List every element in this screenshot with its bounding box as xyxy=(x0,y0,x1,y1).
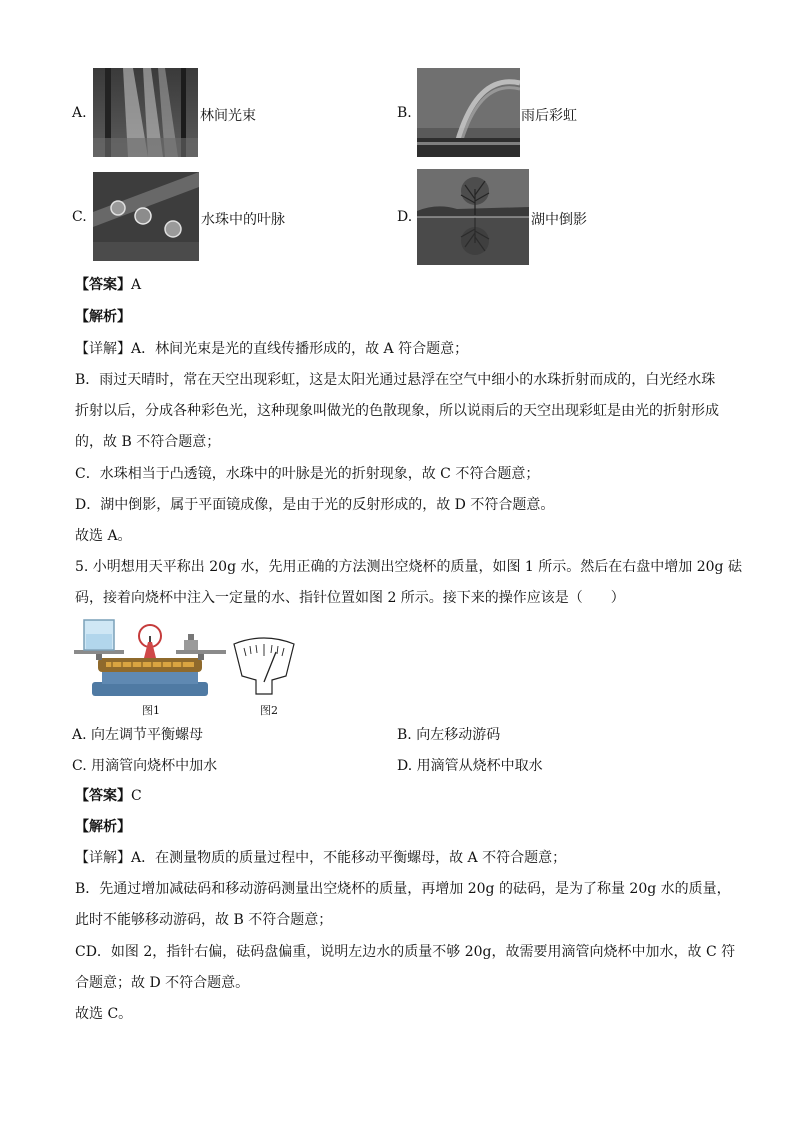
option-b-caption: 雨后彩虹 xyxy=(521,108,577,124)
option-a-caption: 林间光束 xyxy=(200,108,256,124)
option-d-letter: D. xyxy=(397,209,413,225)
rainbow-photo xyxy=(417,68,520,157)
q5-line-1: B．先通过增加减砝码和移动游码测量出空烧杯的质量，再增加 20g 的砝码，是为了称量 20g 水的质量， xyxy=(75,881,731,897)
q4-line-0: 【详解】A．林间光束是光的直线传播形成的，故 A 符合题意； xyxy=(75,341,469,357)
water-drop-leaf-photo xyxy=(93,172,199,261)
q5-option-d: D. 用滴管从烧杯中取水 xyxy=(397,758,543,774)
q4-line-2: 折射以后，分成各种彩色光，这种现象叫做光的色散现象，所以说雨后的天空出现彩虹是由光的折射形成 xyxy=(75,403,719,419)
option-b-letter: B. xyxy=(397,105,412,121)
balance-figure xyxy=(72,614,228,700)
q5-answer-label: 【答案】 xyxy=(75,788,131,804)
q5-analysis-label: 【解析】 xyxy=(75,819,131,835)
forest-light-photo xyxy=(93,68,198,157)
q5-answer xyxy=(75,786,725,806)
q5-line-4: 合题意；故 D 不符合题意。 xyxy=(75,975,250,991)
q5-line-5: 故选 C。 xyxy=(75,1006,133,1022)
q5-option-a: A. 向左调节平衡螺母 xyxy=(72,727,204,743)
pointer-scale-figure xyxy=(232,634,296,696)
q4-answer-value: A xyxy=(131,277,142,293)
q4-answer-label: 【答案】 xyxy=(75,277,131,293)
q4-answer xyxy=(75,275,725,295)
q5-option-c: C. 用滴管向烧杯中加水 xyxy=(72,758,218,774)
q5-line-2: 此时不能够移动游码，故 B 不符合题意； xyxy=(75,912,333,928)
q5-stem-0: 5. 小明想用天平称出 20g 水，先用正确的方法测出空烧杯的质量，如图 1 所示。然后在右盘中增加 20g 砝 xyxy=(75,559,742,575)
option-c-caption: 水珠中的叶脉 xyxy=(201,212,285,228)
fig2-label: 图2 xyxy=(260,704,278,717)
q4-line-4: C．水珠相当于凸透镜，水珠中的叶脉是光的折射现象，故 C 不符合题意； xyxy=(75,466,540,482)
q5-line-3: CD．如图 2，指针右偏，砝码盘偏重，说明左边水的质量不够 20g，故需要用滴管向烧杯中加水，故 C 符 xyxy=(75,944,736,960)
q4-line-6: 故选 A。 xyxy=(75,528,132,544)
q5-line-0: 【详解】A．在测量物质的质量过程中，不能移动平衡螺母，故 A 不符合题意； xyxy=(75,850,567,866)
option-c-letter: C. xyxy=(72,209,87,225)
q4-line-3: 的，故 B 不符合题意； xyxy=(75,434,221,450)
q4-line-5: D．湖中倒影，属于平面镜成像，是由于光的反射形成的，故 D 不符合题意。 xyxy=(75,497,555,513)
fig1-label: 图1 xyxy=(142,704,160,717)
option-a-letter: A. xyxy=(72,105,87,121)
q5-option-b: B. 向左移动游码 xyxy=(397,727,501,743)
lake-reflection-photo xyxy=(417,169,529,265)
q4-analysis-label: 【解析】 xyxy=(75,309,131,325)
q5-answer-value: C xyxy=(131,788,142,804)
option-d-caption: 湖中倒影 xyxy=(531,212,587,228)
q4-line-1: B．雨过天晴时，常在天空出现彩虹，这是太阳光通过悬浮在空气中细小的水珠折射而成的，白光经水珠 xyxy=(75,372,716,388)
q5-stem-1: 码，接着向烧杯中注入一定量的水、指针位置如图 2 所示。接下来的操作应该是（ ） xyxy=(75,590,625,606)
